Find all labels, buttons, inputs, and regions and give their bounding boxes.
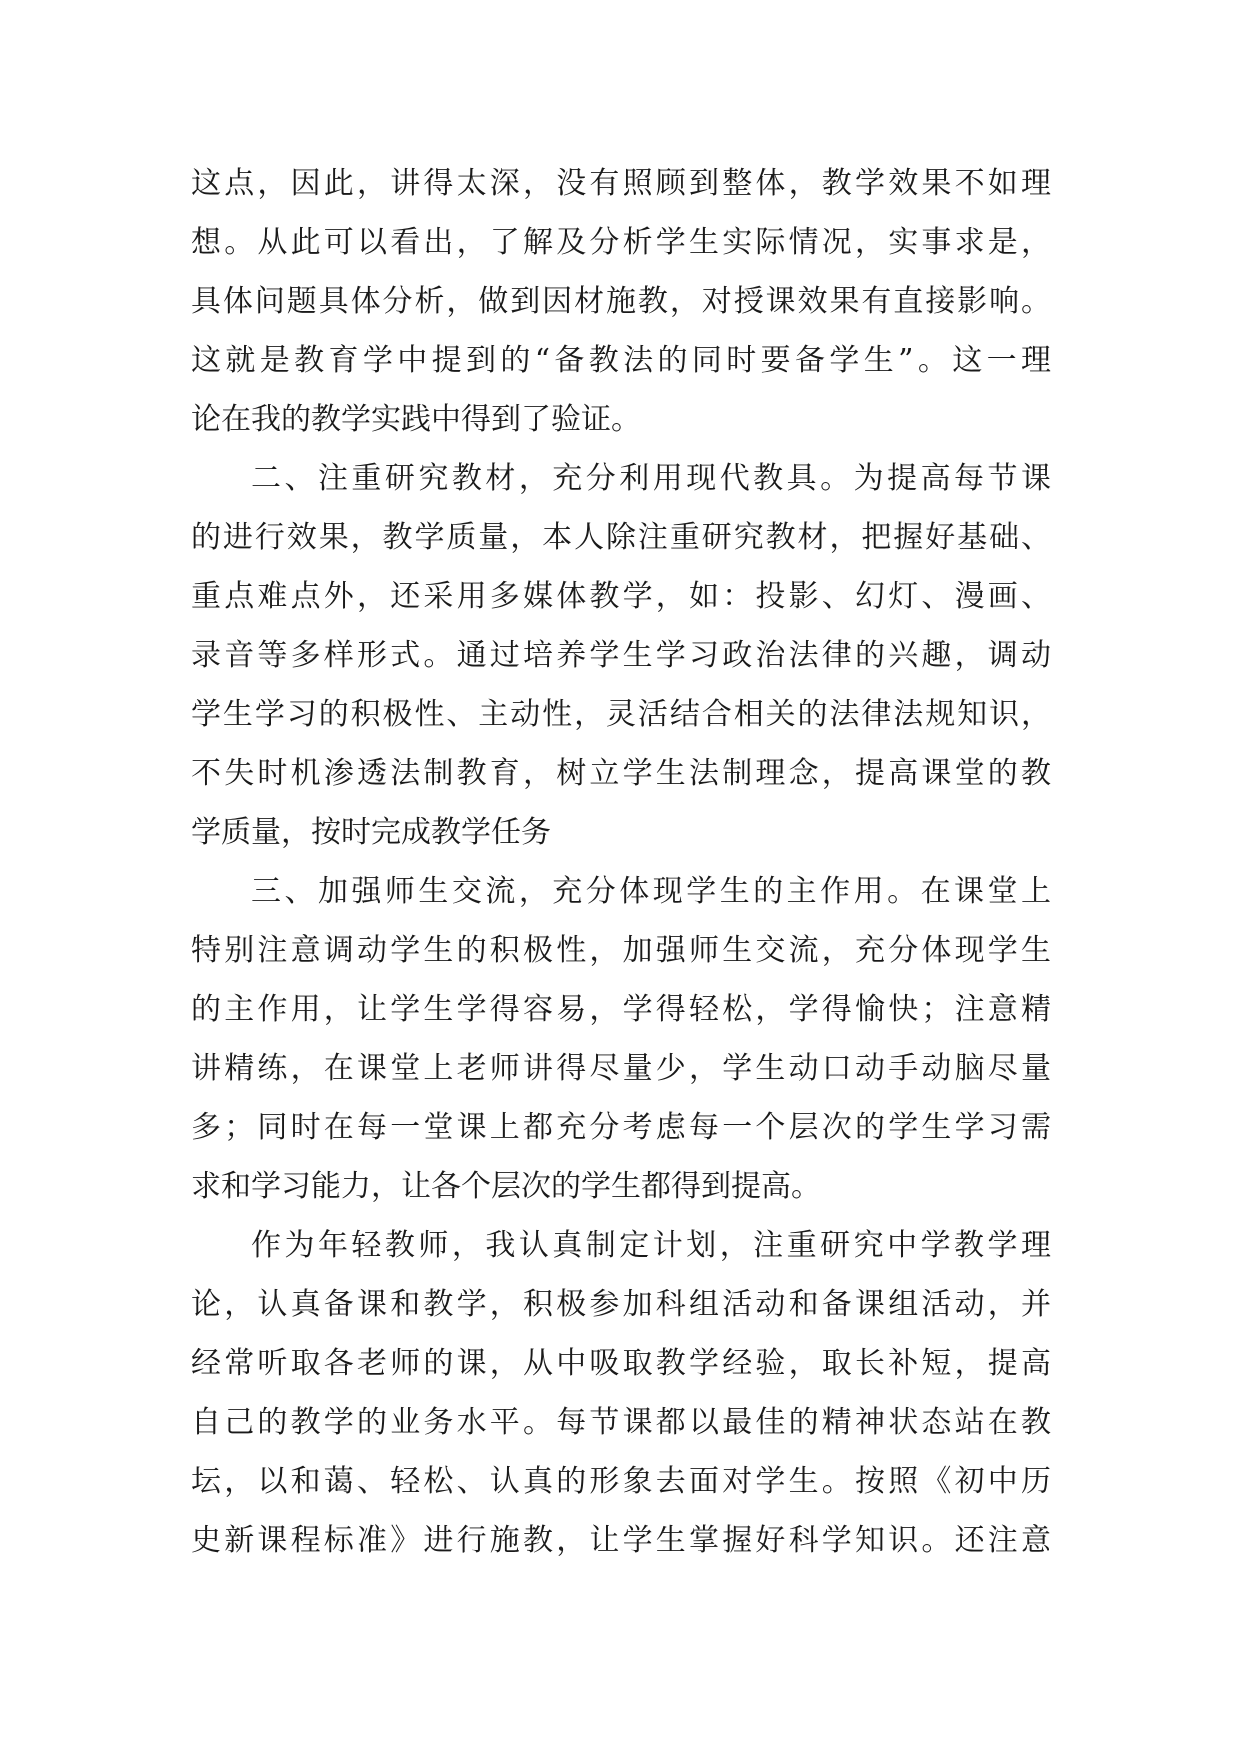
paragraph-4-line-1: 作为年轻教师，我认真制定计划，注重研究中学教学理	[251, 1228, 1051, 1263]
paragraph-1-line-4: 这就是教育学中提到的“备教法的同时要备学生”。这一理	[191, 343, 1051, 378]
paragraph-3-line-5: 多；同时在每一堂课上都充分考虑每一个层次的学生学习需	[191, 1110, 1051, 1145]
document-body	[191, 154, 1051, 1570]
paragraph-4-line-4: 自己的教学的业务水平。每节课都以最佳的精神状态站在教	[191, 1405, 1051, 1440]
paragraph-2-line-7: 学质量，按时完成教学任务	[191, 815, 551, 850]
paragraph-2-line-1: 二、注重研究教材，充分利用现代教具。为提高每节课	[251, 461, 1051, 496]
paragraph-2-line-5: 学生学习的积极性、主动性，灵活结合相关的法律法规知识，	[191, 697, 1051, 732]
paragraph-1-line-2: 想。从此可以看出，了解及分析学生实际情况，实事求是，	[191, 225, 1051, 260]
paragraph-3-line-2: 特别注意调动学生的积极性，加强师生交流，充分体现学生	[191, 933, 1051, 968]
paragraph-3-line-6: 求和学习能力，让各个层次的学生都得到提高。	[191, 1169, 821, 1204]
paragraph-2-line-3: 重点难点外，还采用多媒体教学，如：投影、幻灯、漫画、	[191, 579, 1051, 614]
paragraph-1-line-1: 这点，因此，讲得太深，没有照顾到整体，教学效果不如理	[191, 166, 1051, 201]
paragraph-3-line-4: 讲精练，在课堂上老师讲得尽量少，学生动口动手动脑尽量	[191, 1051, 1051, 1086]
paragraph-4-line-2: 论，认真备课和教学，积极参加科组活动和备课组活动，并	[191, 1287, 1051, 1322]
paragraph-2-line-4: 录音等多样形式。通过培养学生学习政治法律的兴趣，调动	[191, 638, 1051, 673]
paragraph-2-line-6: 不失时机渗透法制教育，树立学生法制理念，提高课堂的教	[191, 756, 1051, 791]
paragraph-3-line-1: 三、加强师生交流，充分体现学生的主作用。在课堂上	[251, 874, 1051, 909]
paragraph-1-line-5: 论在我的教学实践中得到了验证。	[191, 402, 641, 437]
paragraph-4-line-3: 经常听取各老师的课，从中吸取教学经验，取长补短，提高	[191, 1346, 1051, 1381]
paragraph-1-line-3: 具体问题具体分析，做到因材施教，对授课效果有直接影响。	[191, 284, 1051, 319]
paragraph-4-line-6: 史新课程标准》进行施教，让学生掌握好科学知识。还注意	[191, 1523, 1051, 1558]
paragraph-2-line-2: 的进行效果，教学质量，本人除注重研究教材，把握好基础、	[191, 520, 1051, 555]
paragraph-4-line-5: 坛，以和蔼、轻松、认真的形象去面对学生。按照《初中历	[191, 1464, 1051, 1499]
paragraph-3-line-3: 的主作用，让学生学得容易，学得轻松，学得愉快；注意精	[191, 992, 1051, 1027]
